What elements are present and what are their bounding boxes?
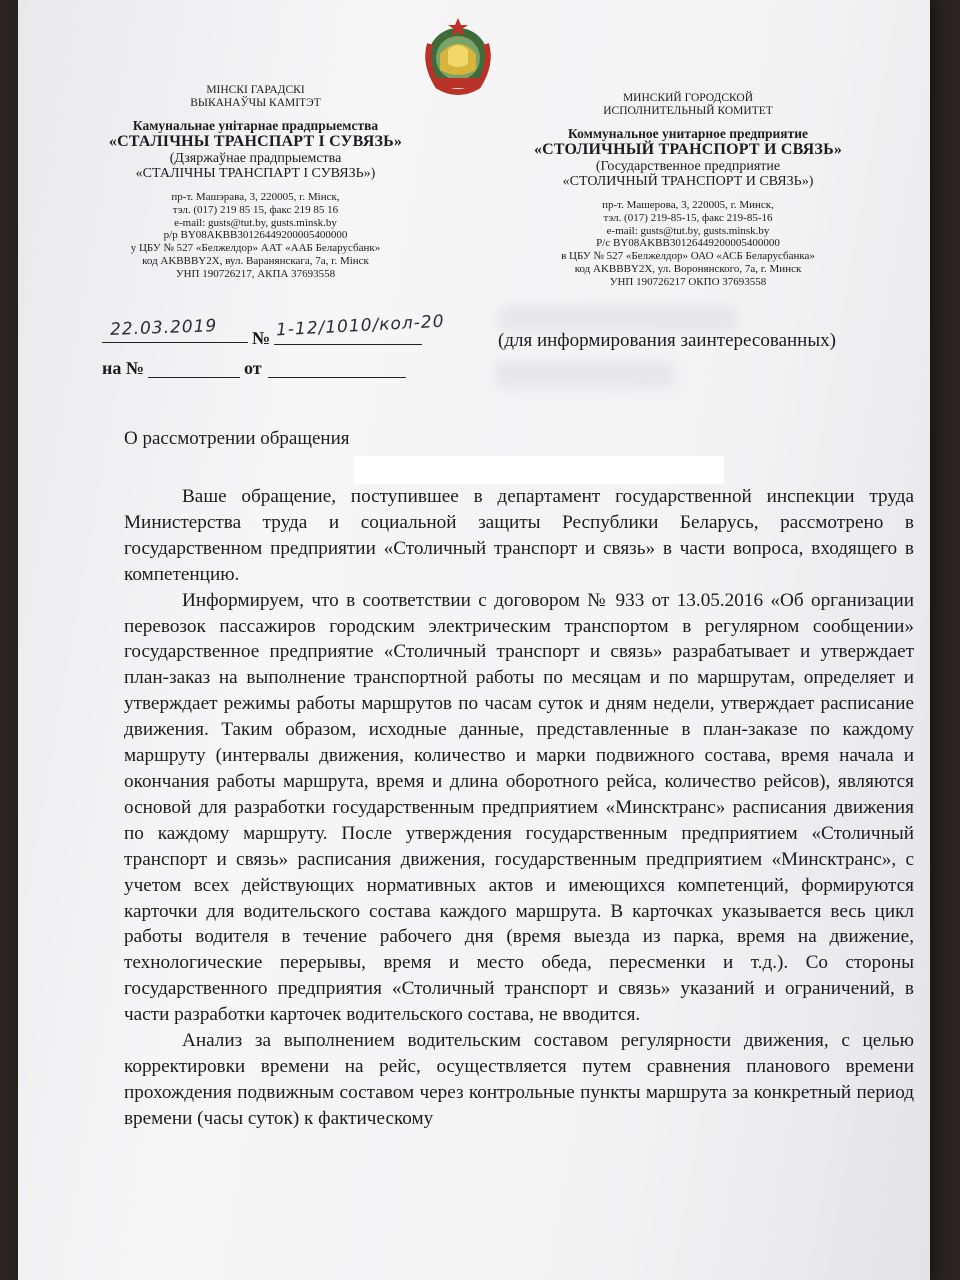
right-org-line1: МИНСКИЙ ГОРОДСКОЙ (622, 92, 754, 104)
left-org-line2: ВЫКАНАЎЧЫ КАМІТЭТ (190, 96, 321, 109)
right-address-line6: код AKBBBY2X, ул. Воронянского, 7а, г. Минск (574, 262, 802, 275)
left-name-line4: «СТАЛІЧНЫ ТРАНСПАРТ І СУВЯЗЬ») (135, 166, 376, 182)
right-address-line1: пр-т. Машерова, 3, 220005, г. Минск, (602, 199, 774, 212)
incoming-number-label: на № (102, 358, 144, 378)
paragraph-3: Анализ за выполнением водительским составом регулярности движения, с целью корректировки времени на рейс, осуществляется путем сравнения планового времени прохождения подвижным составом через контрольные пункты маршрута за конкретный период времени (часы суток) к фактическому (124, 1030, 914, 1129)
redaction-box (354, 456, 724, 484)
left-name-line2: «СТАЛІЧНЫ ТРАНСПАРТ І СУВЯЗЬ» (108, 132, 403, 150)
right-org-line2: ИСПОЛНИТЕЛЬНЫЙ КОМИТЕТ (603, 104, 773, 117)
left-address-line5: у ЦБУ № 527 «Белжелдор» ААТ «ААБ Беларусбанк» (130, 242, 381, 255)
right-address-line2: тэл. (017) 219-85-15, факс 219-85-16 (603, 211, 773, 224)
right-address-line7: УНП 190726217 ОКПО 37693558 (609, 275, 767, 288)
outgoing-number-label: № (252, 328, 271, 348)
outgoing-date: 22.03.2019 (109, 316, 218, 340)
left-org-line1: МІНСКІ ГАРАДСКІ (206, 84, 305, 96)
right-name-line1: Коммунальное унитарное предприятие (568, 125, 808, 141)
left-address-line3: e-mail: gusts@tut.by, gusts.minsk.by (174, 216, 337, 229)
addressee-blurred (498, 306, 738, 332)
right-header (508, 92, 868, 288)
right-address-line3: e-mail: gusts@tut.by, gusts.minsk.by (606, 224, 770, 237)
right-address-line4: Р/с BY08AKBB30126449200005400000 (596, 237, 780, 250)
paragraph-1: Ваше обращение, поступившее в департамент государственной инспекции труда Министерства труда и социальной защиты Республики Беларусь, рассмотрено в государственном предприятии «Столичный транспорт и связь» в части вопроса, входящего в компетенцию. (124, 486, 914, 585)
left-address-line1: пр-т. Машэрава, 3, 220005, г. Мінск, (171, 191, 340, 204)
addressee-note: (для информирования заинтересованных) (498, 330, 836, 351)
right-address-line5: в ЦБУ № 527 «Белжелдор» ОАО «АСБ Беларусбанка» (561, 250, 815, 263)
left-address-line4: р/р BY08AKBB30126449200005400000 (163, 229, 348, 242)
left-header (78, 84, 433, 280)
incoming-date-label: от (244, 358, 262, 378)
paragraph-2: Информируем, что в соответствии с договором № 933 от 13.05.2016 «Об организации перевозок пассажиров городским электрическим транспортом в регулярном сообщении» государственное предприятие «Столичный транспорт и связь» разрабатывает и утверждает план-заказ на выполнение транспортной работы по месяцам и по маршрутам, определяет и утверждает режимы работы маршрутов по часам суток и дням недели, утверждает расписание движения. Таким образом, исходные данные, представленные в план-заказе по каждому маршруту (интервалы движения, количество и марки подвижного состава, время начала и окончания работы маршрута, время и длина оборотного рейса, количество рейсов), являются основой для разработки государственным предприятием «Минсктранс» расписания движения по каждому маршруту. После утверждения государственным предприятием «Столичный транспорт и связь» расписания движения, государственным предприятием «Минсктранс», с учетом всех действующих нормативных актов и имеющихся компетенций, формируются карточки для водительского состава каждого маршрута. В карточках указывается весь цикл работы водителя в течение рабочего дня (время выезда из парка, время на движение, технологические перерывы, время и место обеда, пересменки и т.д.). Со стороны государственного предприятия «Столичный транспорт и связь» указаний и ограничений, в части разработки карточек водительского состава, не вводится. (124, 589, 914, 1026)
left-name-line1: Камунальнае унітарнае прадпрыемства (132, 117, 379, 133)
outgoing-number: 1-12/1010/кол-20 (275, 311, 446, 341)
letter-body (124, 484, 914, 1132)
left-address-line6: код AKBBBY2X, вул. Варанянскага, 7а, г. Мінск (142, 254, 369, 267)
right-name-line4: «СТОЛИЧНЫЙ ТРАНСПОРТ И СВЯЗЬ») (562, 174, 814, 190)
addressee-blurred-2 (494, 362, 674, 388)
right-name-line2: «СТОЛИЧНЫЙ ТРАНСПОРТ И СВЯЗЬ» (533, 140, 843, 158)
letter-page (18, 0, 930, 1280)
left-address-line7: УНП 190726217, АКПА 37693558 (175, 267, 336, 280)
left-name-line3: (Дзяржаўнае прадпрыемства (169, 150, 342, 166)
left-address-line2: тэл. (017) 219 85 15, факс 219 85 16 (172, 203, 339, 216)
right-name-line3: (Государственное предприятие (595, 158, 781, 174)
letter-subject: О рассмотрении обращения (124, 428, 350, 449)
